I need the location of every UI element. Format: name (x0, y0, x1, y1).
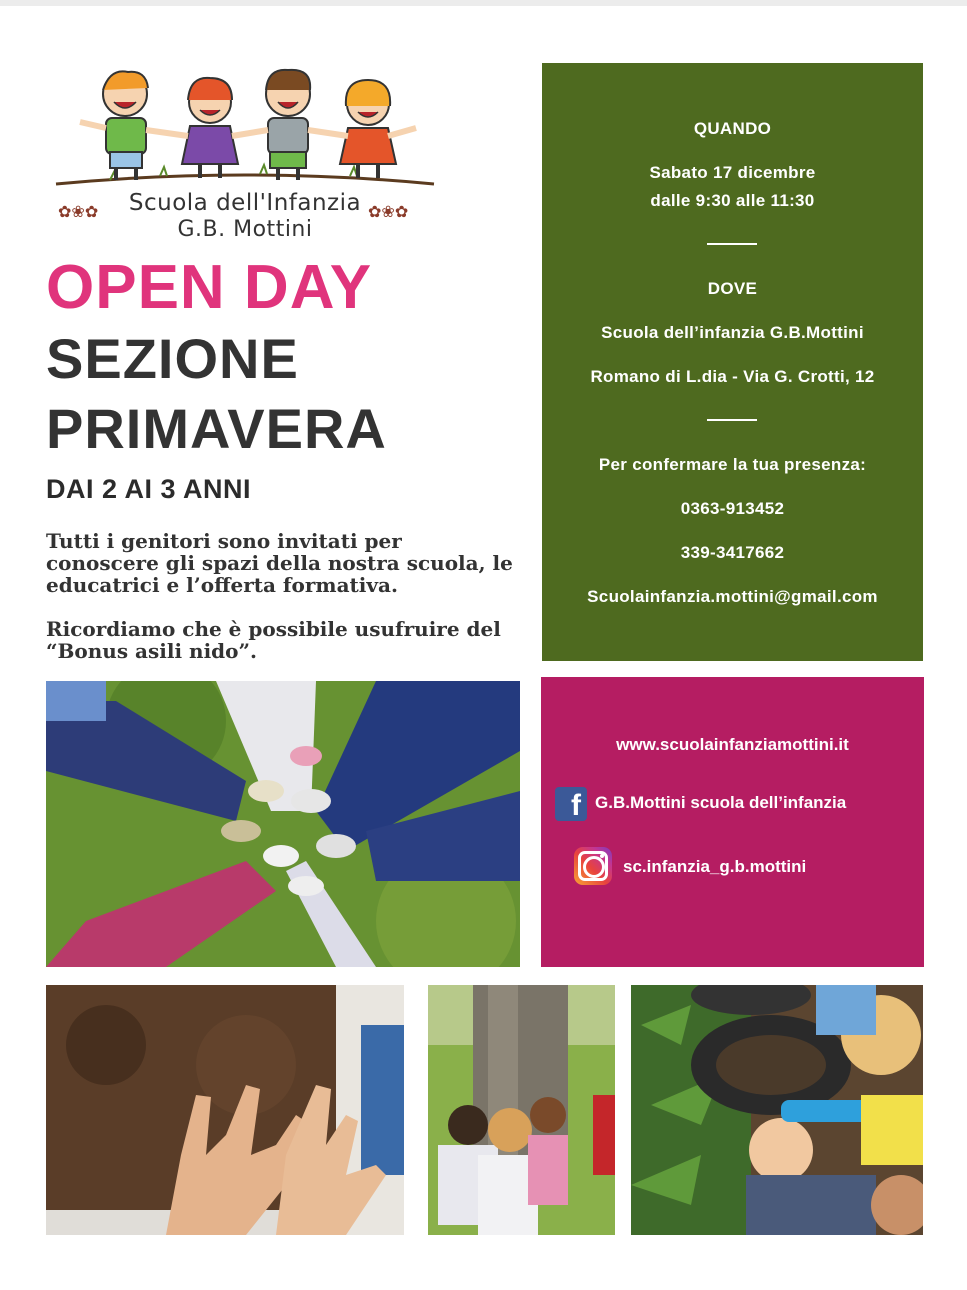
age-range: DAI 2 AI 3 ANNI (46, 474, 252, 504)
confirm-label: Per confermare la tua presenza: (598, 455, 867, 474)
section-title-line2: PRIMAVERA (46, 397, 387, 460)
website-link[interactable]: www.scuolainfanziamottini.it (616, 735, 849, 754)
divider (707, 243, 757, 245)
event-place: Scuola dell’infanzia G.B.Mottini (601, 323, 864, 342)
phone-number-1[interactable]: 0363-913452 (680, 499, 785, 518)
section-title-line1: SEZIONE (46, 327, 299, 390)
event-info-panel (542, 63, 923, 661)
photo-hands-in-soil (46, 985, 404, 1235)
contact-email[interactable]: Scuolainfanzia.mottini@gmail.com (587, 587, 878, 606)
divider (707, 419, 757, 421)
photo-children-tree (428, 985, 615, 1235)
bonus-paragraph: Ricordiamo che è possibile usufruire del “Bonus asili nido”. (46, 617, 501, 663)
photo-children-circle (46, 681, 520, 967)
instagram-account[interactable]: sc.infanzia_g.b.mottini (623, 857, 807, 876)
logo-school-subname: G.B. Mottini (177, 217, 313, 242)
event-address: Romano di L.dia - Via G. Crotti, 12 (590, 367, 875, 386)
open-day-title: OPEN DAY (46, 253, 373, 322)
photo-gardening (631, 985, 923, 1235)
facebook-page[interactable]: G.B.Mottini scuola dell’infanzia (595, 793, 847, 812)
event-time: dalle 9:30 alle 11:30 (650, 191, 815, 210)
children-illustration (50, 66, 440, 194)
logo-school-name: Scuola dell'Infanzia (128, 190, 362, 216)
top-edge-bar (0, 0, 967, 6)
social-panel (541, 677, 924, 967)
flower-decoration-left-icon: ✿❀✿ (58, 204, 99, 221)
event-date: Sabato 17 dicembre (649, 163, 816, 182)
instagram-icon (574, 847, 612, 885)
invite-paragraph: Tutti i genitori sono invitati per conoscere gli spazi della nostra scuola, le educatrici e l’offerta formativa. (46, 529, 513, 597)
facebook-icon: f (555, 787, 587, 821)
phone-number-2[interactable]: 339-3417662 (680, 543, 785, 562)
flower-decoration-right-icon: ✿❀✿ (368, 204, 409, 221)
when-label: QUANDO (693, 119, 772, 138)
where-label: DOVE (707, 279, 758, 298)
school-logo (50, 66, 440, 246)
